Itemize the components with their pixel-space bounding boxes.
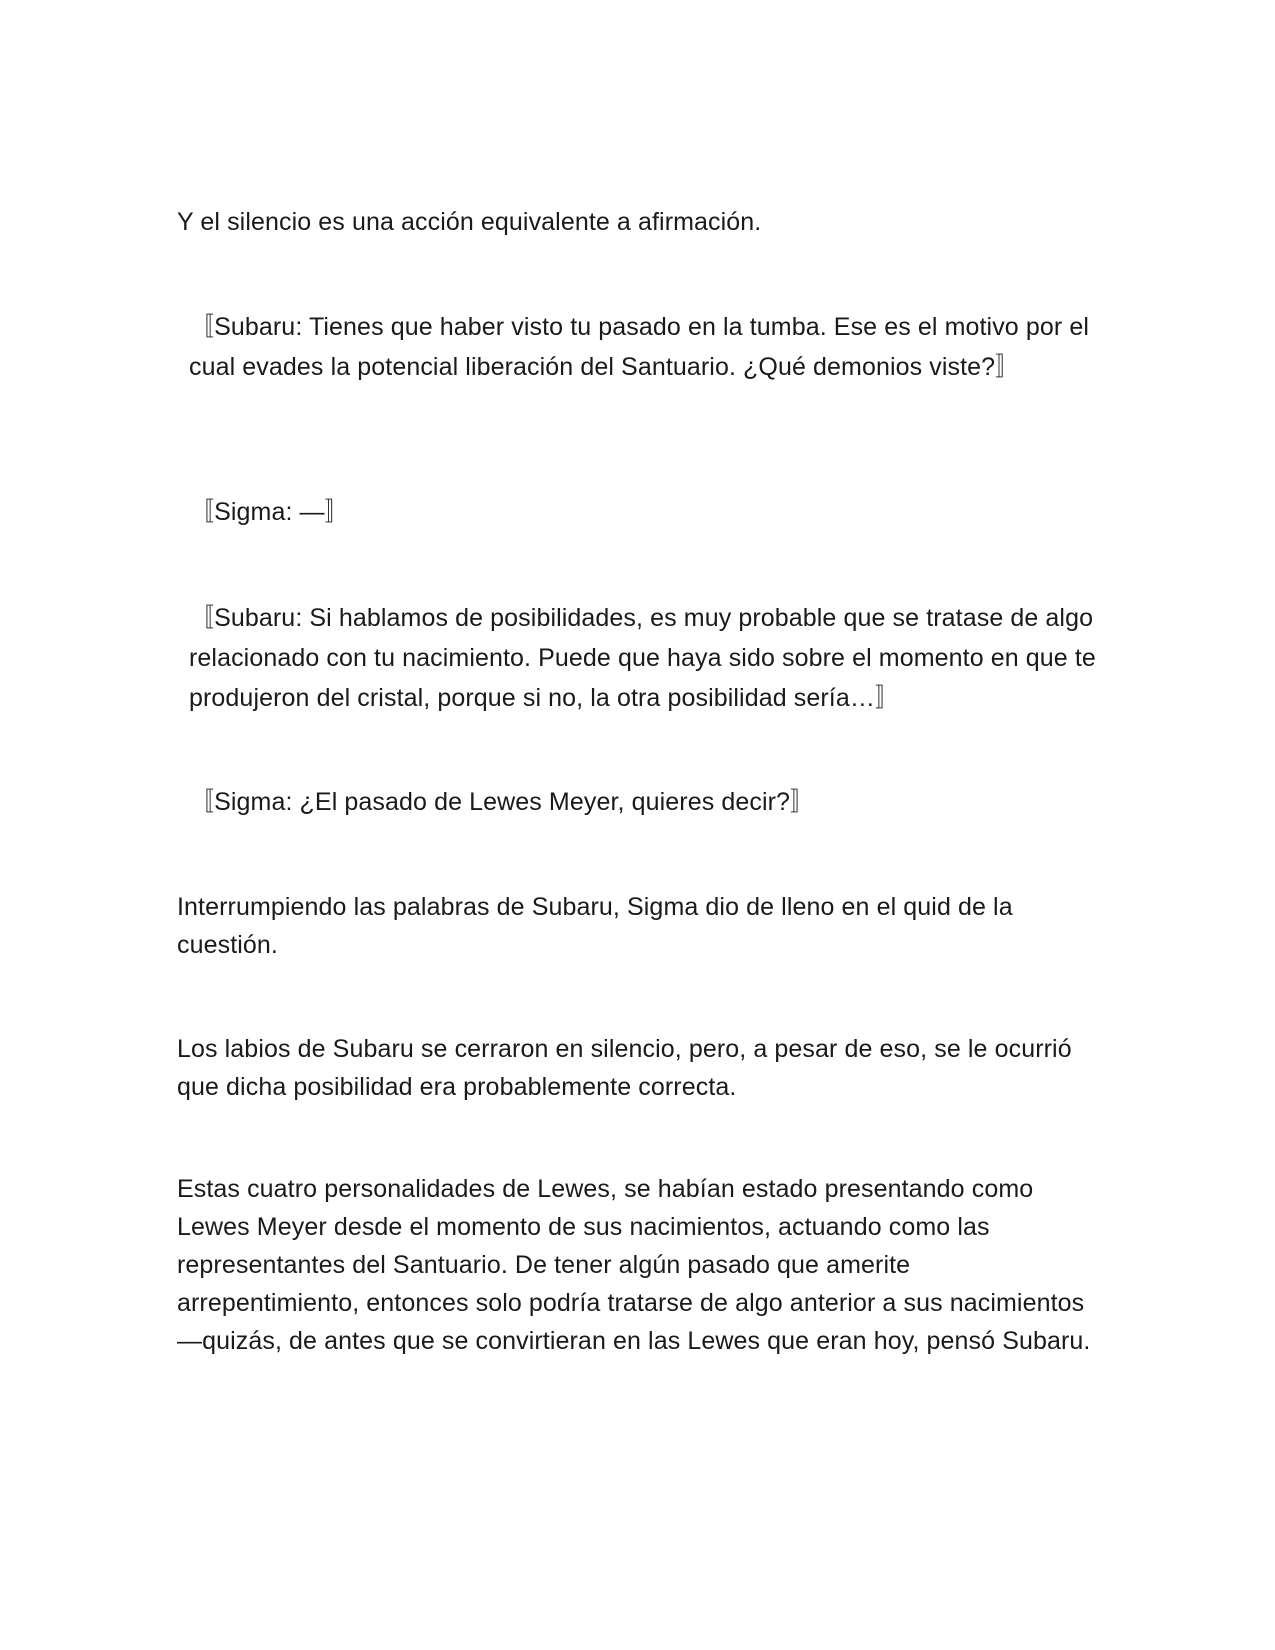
paragraph-4: Estas cuatro personalidades de Lewes, se habían estado presentando como Lewes Meyer desde el momento de sus nacimientos, actuando como las representantes del Santuario. De tener algún pasado que amerite arrepentimiento, entonces solo podría tratarse de algo anterior a sus nacimientos —quizás, de antes que se convirtieran en las Lewes que eran hoy, pensó Subaru.	[177, 1175, 1091, 1355]
dialogue-sigma-2: 〚Sigma: ¿El pasado de Lewes Meyer, quieres decir?〛	[189, 788, 816, 816]
paragraph-3: Los labios de Subaru se cerraron en silencio, pero, a pesar de eso, se le ocurrió que dicha posibilidad era probablemente correcta.	[177, 1035, 1072, 1101]
dialogue-subaru-1: 〚Subaru: Tienes que haber visto tu pasado en la tumba. Ese es el motivo por el cual evades la potencial liberación del Santuario. ¿Qué demonios viste?〛	[189, 313, 1089, 381]
dialogue-subaru-2: 〚Subaru: Si hablamos de posibilidades, es muy probable que se tratase de algo relacionado con tu nacimiento. Puede que haya sido sobre el momento en que te produjeron del cristal, porque si no, la otra posibilidad sería…〛	[189, 604, 1096, 712]
paragraph-1: Y el silencio es una acción equivalente a afirmación.	[177, 208, 762, 236]
paragraph-2: Interrumpiendo las palabras de Subaru, Sigma dio de lleno en el quid de la cuestión.	[177, 893, 1013, 959]
dialogue-sigma-1: 〚Sigma: —〛	[189, 498, 350, 526]
